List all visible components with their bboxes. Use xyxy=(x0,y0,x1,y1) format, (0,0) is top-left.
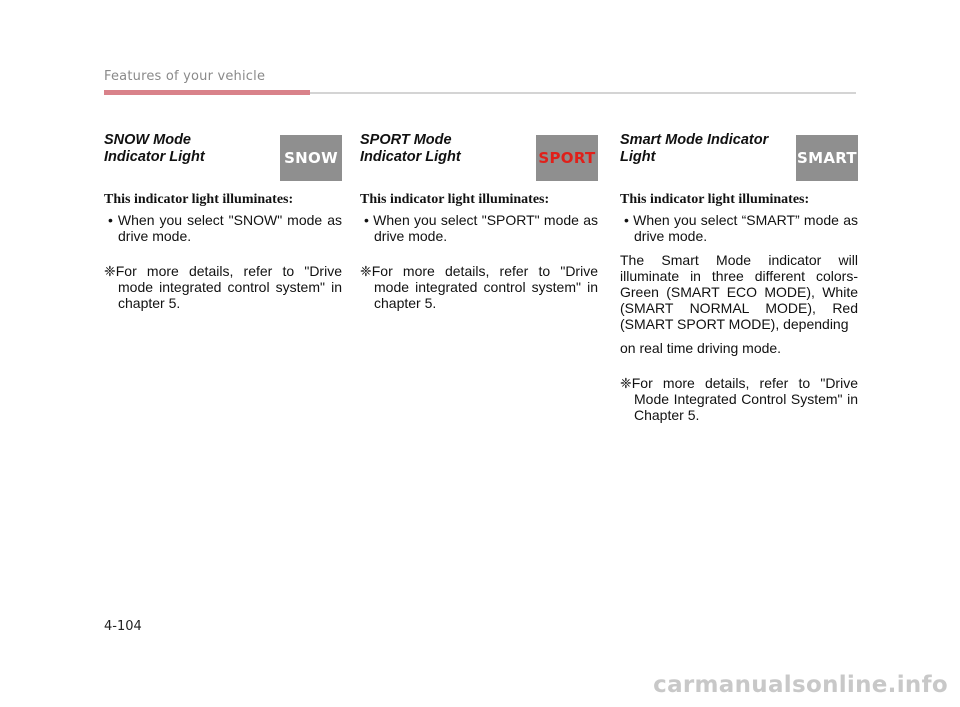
page-number: 4-104 xyxy=(104,619,142,634)
section-title: SPORT Mode Indicator Light xyxy=(360,132,461,165)
badge-label: SMART xyxy=(797,149,857,167)
header-title: Features of your vehicle xyxy=(104,69,266,84)
body-paragraph: on real time driving mode. xyxy=(620,340,782,356)
note-text: ❈For more details, refer to "Drive mode integrated control system" in chapter 5. xyxy=(360,263,598,311)
section-smart xyxy=(620,130,858,423)
badge-label: SPORT xyxy=(538,149,596,167)
lead-text: This indicator light illuminates: xyxy=(620,192,810,207)
sport-indicator-icon xyxy=(536,135,598,181)
header-accent-bar xyxy=(104,90,310,95)
section-title: Smart Mode Indicator Light xyxy=(620,132,769,165)
badge-label: SNOW xyxy=(284,149,338,167)
bullet-item: • When you select “SMART” mode as drive mode. xyxy=(624,212,858,244)
section-title: SNOW Mode Indicator Light xyxy=(104,132,205,165)
note-text: ❈For more details, refer to "Drive mode integrated control system" in chapter 5. xyxy=(104,263,342,311)
section-sport xyxy=(360,130,598,311)
bullet-item: • When you select "SPORT" mode as drive mode. xyxy=(364,212,598,244)
snow-indicator-icon xyxy=(280,135,342,181)
note-text: ❈For more details, refer to "Drive Mode Integrated Control System" in Chapter 5. xyxy=(620,375,858,423)
section-snow xyxy=(104,130,342,311)
lead-text: This indicator light illuminates: xyxy=(360,192,550,207)
lead-text: This indicator light illuminates: xyxy=(104,192,294,207)
watermark: carmanualsonline.info xyxy=(653,672,948,698)
smart-indicator-icon xyxy=(796,135,858,181)
bullet-item: • When you select "SNOW" mode as drive mode. xyxy=(108,212,342,244)
body-paragraph: The Smart Mode indicator will illuminate in three different colors- Green (SMART ECO MODE), White (SMART NORMAL MODE), Red (SMART SPORT MODE), depending xyxy=(620,252,858,332)
